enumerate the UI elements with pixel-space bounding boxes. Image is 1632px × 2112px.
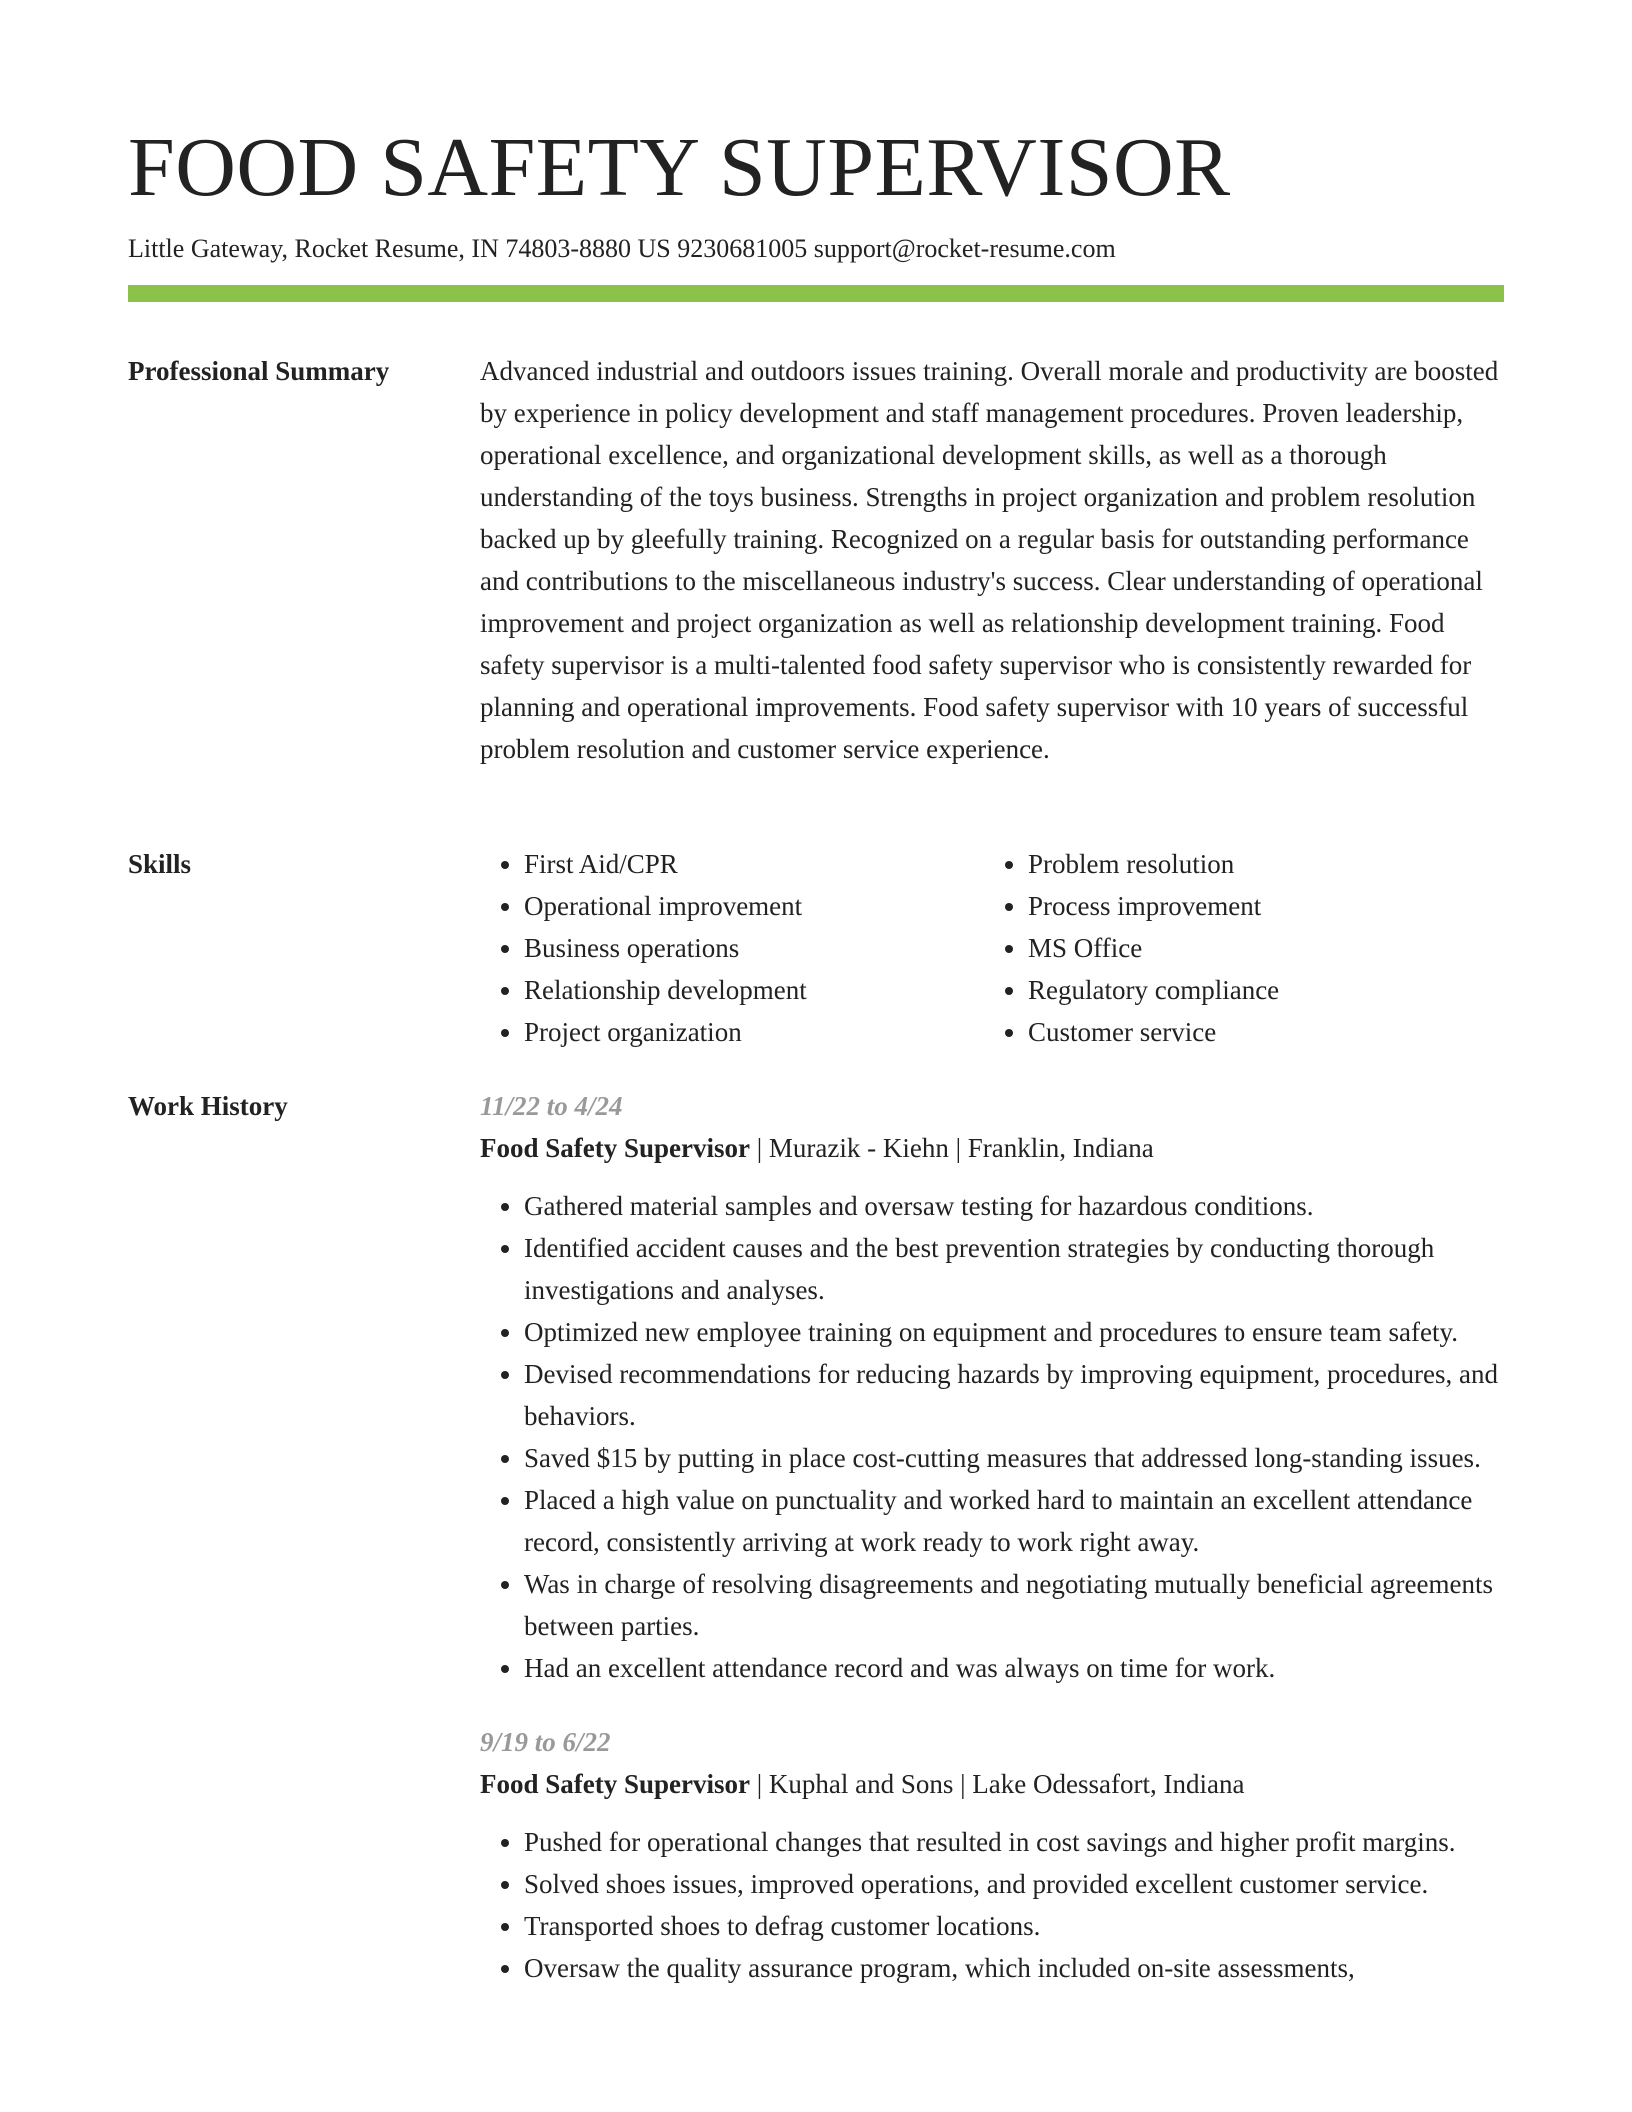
list-item: • First Aid/CPR: [524, 843, 984, 885]
job-bullets: [480, 1821, 1504, 1989]
job-entry: [480, 1721, 1504, 1989]
list-item: • Process improvement: [1028, 885, 1488, 927]
list-item: • MS Office: [1028, 927, 1488, 969]
job-entry: [480, 1085, 1504, 1689]
list-item: • Optimized new employee training on equipment and procedures to ensure team safety.: [524, 1311, 1504, 1353]
list-item: • Saved $15 by putting in place cost-cutting measures that addressed long-standing issues.: [524, 1437, 1504, 1479]
job-employer-location: | Kuphal and Sons | Lake Odessafort, Indiana: [750, 1769, 1245, 1799]
job-heading: [480, 1127, 1504, 1169]
job-title: Food Safety Supervisor: [480, 1769, 750, 1799]
work-history-heading: Work History: [128, 1091, 288, 1121]
list-item: • Gathered material samples and oversaw testing for hazardous conditions.: [524, 1185, 1504, 1227]
job-title: Food Safety Supervisor: [480, 1133, 750, 1163]
list-item: • Problem resolution: [1028, 843, 1488, 885]
list-item: • Business operations: [524, 927, 984, 969]
summary-text: Advanced industrial and outdoors issues training. Overall morale and productivity are boosted by experience in policy development and staff management procedures. Proven leadership, operational excellence, and organizational development skills, as well as a thorough understanding of the toys business. Strengths in project organization and problem resolution backed up by gleefully training. Recognized on a regular basis for outstanding performance and contributions to the miscellaneous industry's success. Clear understanding of operational improvement and project organization as well as relationship development training. Food safety supervisor is a multi-talented food safety supervisor who is consistently rewarded for planning and operational improvements. Food safety supervisor with 10 years of successful problem resolution and customer service experience.: [480, 356, 1499, 764]
job-bullets: [480, 1185, 1504, 1689]
list-item: • Devised recommendations for reducing hazards by improving equipment, procedures, and behaviors.: [524, 1353, 1504, 1437]
contact-line: Little Gateway, Rocket Resume, IN 74803-8880 US 9230681005 support@rocket-resume.com: [128, 234, 1116, 263]
list-item: • Was in charge of resolving disagreements and negotiating mutually beneficial agreements between parties.: [524, 1563, 1504, 1647]
job-employer-location: | Murazik - Kiehn | Franklin, Indiana: [750, 1133, 1154, 1163]
list-item: • Solved shoes issues, improved operations, and provided excellent customer service.: [524, 1863, 1504, 1905]
job-dates: 11/22 to 4/24: [480, 1091, 623, 1121]
list-item: • Had an excellent attendance record and was always on time for work.: [524, 1647, 1504, 1689]
list-item: • Operational improvement: [524, 885, 984, 927]
list-item: • Pushed for operational changes that resulted in cost savings and higher profit margins.: [524, 1821, 1504, 1863]
summary-body: [480, 350, 1504, 770]
skills-body: [480, 843, 1504, 1053]
work-history-body: [480, 1085, 1504, 2021]
skills-heading: Skills: [128, 849, 192, 879]
job-heading: [480, 1763, 1504, 1805]
summary-heading: Professional Summary: [128, 356, 390, 386]
list-item: • Regulatory compliance: [1028, 969, 1488, 1011]
list-item: • Project organization: [524, 1011, 984, 1053]
list-item: • Relationship development: [524, 969, 984, 1011]
accent-divider: [128, 285, 1504, 302]
candidate-name: FOOD SAFETY SUPERVISOR: [128, 121, 1231, 214]
list-item: • Oversaw the quality assurance program, which included on-site assessments,: [524, 1947, 1504, 1989]
list-item: • Identified accident causes and the best prevention strategies by conducting thorough investigations and analyses.: [524, 1227, 1504, 1311]
skills-list-left: [480, 843, 984, 1053]
list-item: • Transported shoes to defrag customer locations.: [524, 1905, 1504, 1947]
job-dates: 9/19 to 6/22: [480, 1727, 611, 1757]
list-item: • Placed a high value on punctuality and worked hard to maintain an excellent attendance record, consistently arriving at work ready to work right away.: [524, 1479, 1504, 1563]
list-item: • Customer service: [1028, 1011, 1488, 1053]
skills-list-right: [984, 843, 1488, 1053]
